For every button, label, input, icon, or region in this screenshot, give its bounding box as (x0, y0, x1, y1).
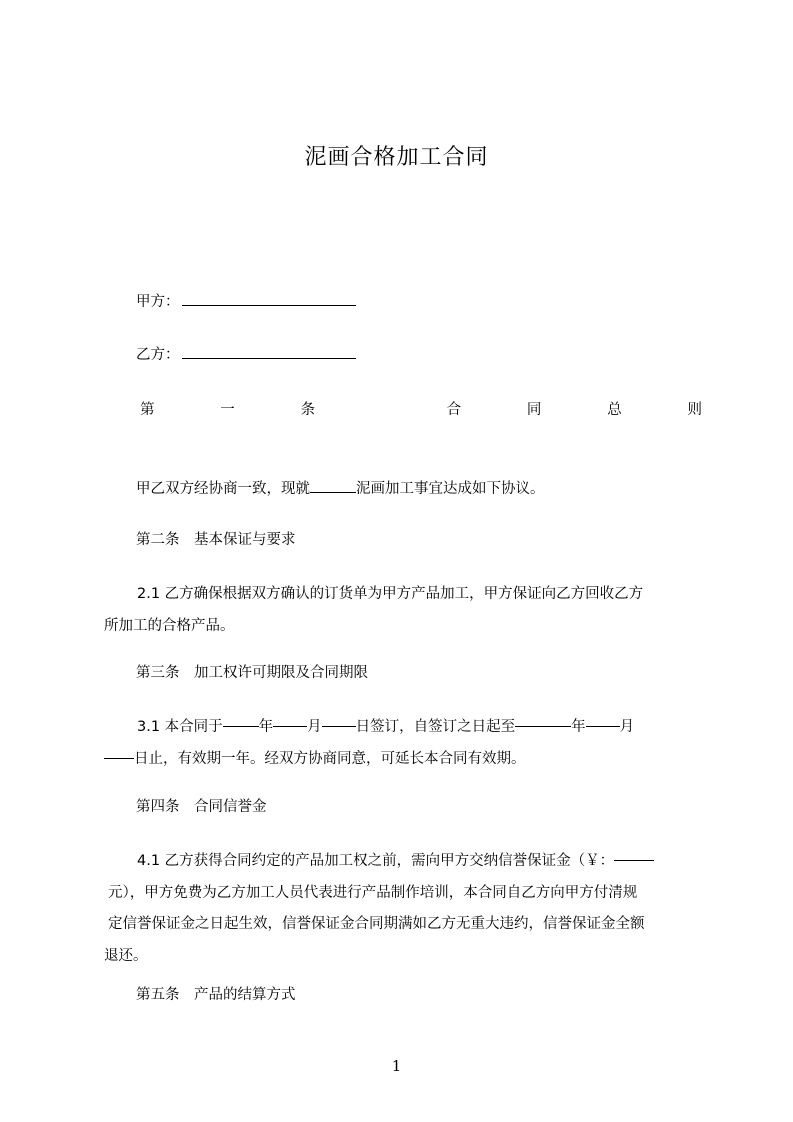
intro-blank (310, 478, 356, 493)
clause-4-1 (104, 846, 702, 972)
article1-char: 一 (220, 402, 235, 418)
article1-char: 同 (526, 402, 542, 418)
party-b-label: 乙方： (136, 347, 180, 363)
page-number: 1 (391, 1057, 402, 1075)
year-blank (223, 712, 259, 727)
article4-heading: 第四条 合同信誉金 (136, 799, 267, 815)
intro-paragraph (136, 478, 545, 499)
article1-char: 合 (446, 402, 462, 418)
party-b-blank (182, 344, 356, 359)
article3-heading: 第三条 加工权许可期限及合同期限 (136, 665, 368, 681)
party-a-blank (182, 291, 356, 306)
clause-2-1-line: 所加工的合格产品。 (104, 617, 235, 634)
end-year-blank (515, 712, 571, 727)
month-blank (273, 712, 307, 727)
clause-text: 月 (307, 719, 322, 735)
clause-3-1 (104, 712, 702, 775)
clause-4-1-line: 元），甲方免费为乙方加工人员代表进行产品制作培训，本合同自乙方向甲方付清规 (108, 884, 638, 901)
article1-char: 第 (140, 402, 155, 418)
clause-4-1-line: 定信誉保证金之日起生效，信誉保证金合同期满如乙方无重大违约，信誉保证金全额 (108, 916, 645, 932)
clause-text: 月 (619, 719, 635, 735)
article1-char: 条 (300, 402, 316, 418)
clause-3-1-line (104, 744, 702, 776)
article1-char: 总 (607, 402, 622, 418)
clause-text: 年 (571, 719, 586, 735)
end-month-blank (586, 712, 620, 727)
deposit-blank (614, 846, 654, 861)
clause-4-1-line (104, 846, 702, 878)
party-a-line (136, 291, 356, 312)
clause-4-1-line: 退还。 (104, 947, 148, 964)
clause-2-1 (104, 579, 702, 642)
day-blank (322, 712, 356, 727)
article1-char: 则 (687, 402, 702, 418)
article1-heading (140, 398, 702, 419)
article5-heading: 第五条 产品的结算方式 (136, 987, 296, 1003)
clause-3-1-line (104, 712, 702, 744)
end-day-blank (104, 744, 134, 759)
clause-text: 3.1 本合同于 (137, 719, 223, 735)
intro-text: 泥画加工事宜达成如下协议。 (356, 481, 545, 497)
party-a-label: 甲方： (136, 294, 180, 310)
clause-text: 日签订，自签订之日起至 (355, 719, 516, 735)
clause-text: 4.1 乙方获得合同约定的产品加工权之前，需向甲方交纳信誉保证金（￥： (137, 853, 615, 869)
document-title: 泥画合格加工合同 (304, 145, 489, 170)
clause-text: 年 (258, 719, 274, 735)
clause-text: 日止，有效期一年。经双方协商同意，可延长本合同有效期。 (134, 750, 526, 767)
intro-text: 甲乙双方经协商一致，现就 (136, 481, 310, 497)
party-b-line (136, 344, 356, 365)
clause-2-1-line: 2.1 乙方确保根据双方确认的订货单为甲方产品加工，甲方保证向乙方回收乙方 (137, 586, 644, 602)
article2-heading: 第二条 基本保证与要求 (136, 532, 296, 548)
